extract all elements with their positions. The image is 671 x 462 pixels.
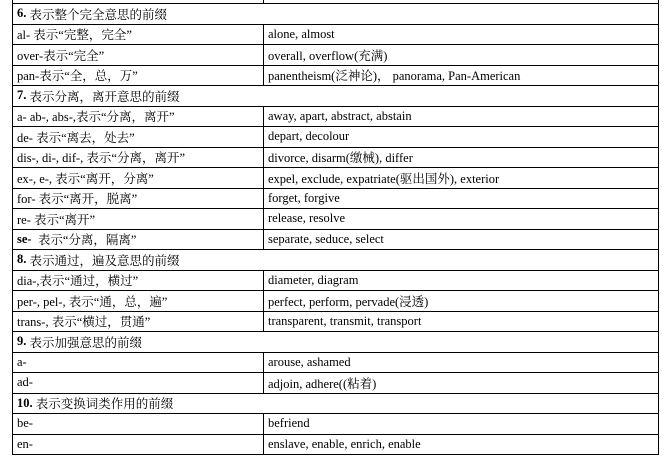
table-row (12, 25, 659, 46)
examples-cell: divorce, disarm(缴械), differ (268, 151, 413, 166)
prefix-cell: a- (13, 353, 264, 373)
prefix-cell: al- 表示“完整，完全” (13, 25, 264, 45)
prefix-cell: ad- (13, 373, 264, 393)
section-title: 表示变换词类作用的前缀 (35, 397, 174, 412)
table-row (12, 45, 659, 66)
section-title: 表示通过，遍及意思的前缀 (29, 253, 180, 268)
prefix-rest: 表示“分离，隔离” (31, 233, 137, 248)
prefix-cell: re- 表示“离开” (13, 209, 264, 229)
table-row (12, 230, 659, 251)
table-row (12, 107, 659, 128)
examples-cell: expel, exclude, expatriate(驱出国外), exterior (268, 171, 500, 186)
prefix-cell: dis-, di-, dif-, 表示“分离，离开” (13, 148, 264, 168)
examples-cell: panentheism(泛神论)， panorama, Pan-American (268, 69, 521, 84)
prefix-cell: dia-,表示“通过，横过” (13, 271, 264, 291)
table-row (12, 148, 659, 169)
examples-cell: alone, almost (268, 26, 335, 41)
section-title: 表示整个完全意思的前缀 (29, 7, 168, 22)
section-heading (12, 86, 659, 107)
table-row (12, 168, 659, 189)
section-heading (12, 4, 659, 25)
examples-cell: diameter, diagram (268, 272, 359, 287)
examples-cell: forget, forgive (268, 190, 340, 205)
table-row (12, 271, 659, 292)
prefix-cell: be- (13, 414, 264, 434)
section-number: 7. (17, 88, 27, 103)
examples-cell: enslave, enable, enrich, enable (268, 436, 421, 451)
section-title: 表示加强意思的前缀 (29, 335, 143, 350)
table-row (12, 189, 659, 210)
examples-cell: perfect, perform, pervade(浸透) (268, 294, 429, 309)
examples-cell: depart, decolour (268, 129, 350, 144)
table-row (12, 373, 659, 394)
prefix-cell: over-表示“完全” (13, 45, 264, 65)
section-number: 10. (17, 395, 33, 410)
prefix-cell: de- 表示“离去，处去” (13, 127, 264, 147)
prefix-cell: ex-, e-, 表示“离开，分离” (13, 168, 264, 188)
prefix-cell: per-, pel-, 表示“通，总，遍” (13, 291, 264, 311)
table-row (12, 353, 659, 374)
section-number: 9. (17, 334, 27, 349)
table-row (12, 435, 659, 456)
examples-cell: adjoin, adhere((粘着) (268, 376, 377, 391)
examples-cell: transparent, transmit, transport (268, 313, 422, 328)
section-number: 8. (17, 252, 27, 267)
section-heading (12, 394, 659, 415)
prefix-cell: trans-, 表示“横过，贯通” (13, 312, 264, 332)
table-row (12, 209, 659, 230)
table-row (12, 312, 659, 333)
prefix-cell: a- ab-, abs-,表示“分离，离开” (13, 107, 264, 127)
section-heading (12, 332, 659, 353)
section-number: 6. (17, 6, 27, 21)
table-row (12, 127, 659, 148)
examples-cell: befriend (268, 416, 310, 431)
table-row (12, 414, 659, 435)
examples-cell: arouse, ashamed (268, 354, 351, 369)
prefix-table (12, 0, 659, 462)
prefix-cell: for- 表示“离开，脱离” (13, 189, 264, 209)
prefix-bold: se- (17, 231, 32, 246)
examples-cell: away, apart, abstract, abstain (268, 108, 412, 123)
section-title: 表示分离，离开意思的前缀 (29, 89, 180, 104)
table-top-edge (12, 0, 659, 4)
prefix-cell (13, 230, 264, 250)
table-row (12, 66, 659, 87)
section-heading (12, 250, 659, 271)
examples-cell: overall, overflow(充满) (268, 48, 388, 63)
examples-cell: release, resolve (268, 211, 346, 226)
prefix-cell: pan-表示“全，总，万” (13, 66, 264, 86)
table-row (12, 291, 659, 312)
prefix-cell: en- (13, 435, 264, 455)
examples-cell: separate, seduce, select (268, 231, 384, 246)
